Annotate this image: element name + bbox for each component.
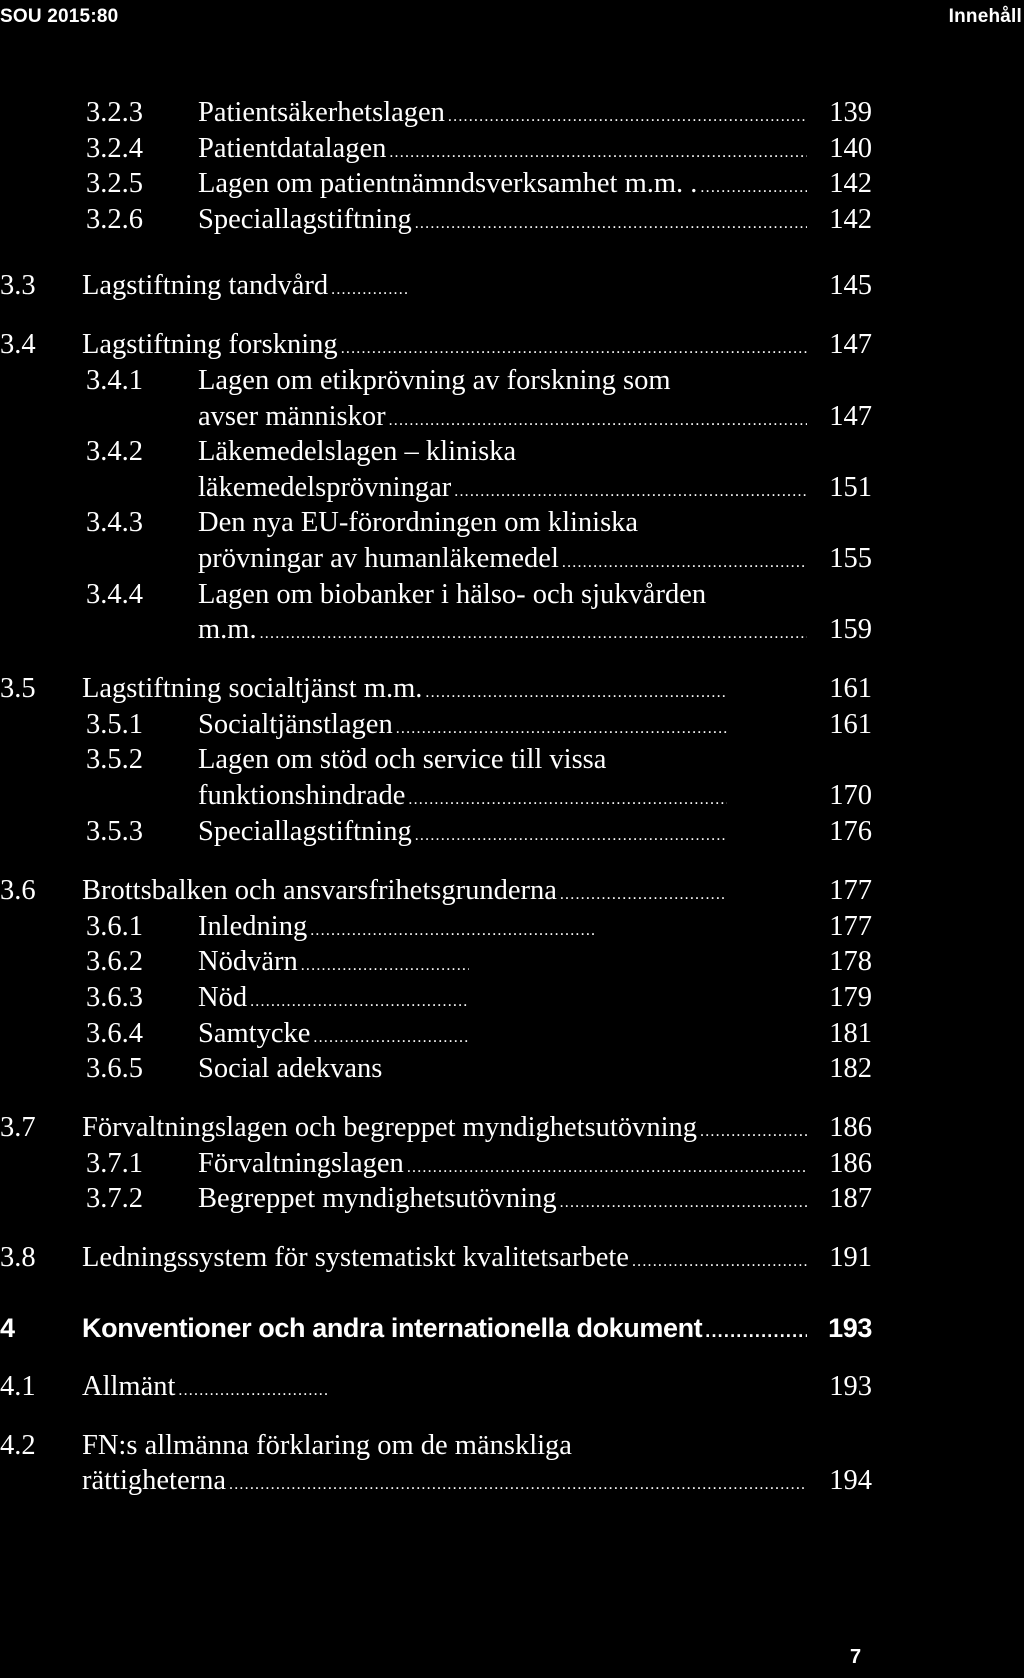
toc-entry-number: 3.6.5	[86, 1053, 143, 1084]
toc-entry-title: Speciallagstiftning	[198, 816, 412, 847]
toc-entry-page: 177	[829, 911, 872, 942]
toc-entry[interactable]	[0, 1108, 872, 1148]
toc-entry-number: 3.2.5	[86, 168, 143, 199]
toc-entry-page: 194	[829, 1465, 872, 1496]
toc-entry-title: Socialtjänstlagen	[198, 709, 393, 740]
toc-entry[interactable]	[0, 776, 872, 816]
toc-dot-leader	[331, 270, 409, 310]
toc-dot-leader	[415, 204, 807, 244]
toc-entry[interactable]	[0, 325, 872, 365]
toc-entry-title: Begreppet myndighetsutövning	[198, 1183, 557, 1214]
toc-entry-number: 3.8	[0, 1242, 36, 1273]
toc-dot-leader	[229, 1465, 807, 1505]
toc-entry-page: 178	[829, 946, 872, 977]
toc-entry[interactable]	[0, 669, 872, 709]
toc-entry-title: avser människor	[198, 401, 386, 432]
toc-entry-number: 3.6.1	[86, 911, 143, 942]
toc-entry[interactable]	[0, 266, 872, 306]
toc-entry-page: 161	[829, 709, 872, 740]
toc-entry[interactable]	[0, 1049, 872, 1089]
toc-entry-number: 3.5.2	[86, 744, 143, 775]
toc-entry-title: Patientdatalagen	[198, 133, 387, 164]
toc-entry-page: 170	[829, 780, 872, 811]
toc-entry-title: Den nya EU-förordningen om kliniska	[198, 507, 639, 538]
running-header-document-id: SOU 2015:80	[0, 6, 119, 27]
toc-entry[interactable]	[0, 1367, 872, 1407]
toc-entry-page: 151	[829, 472, 872, 503]
toc-entry-number: 3.4.4	[86, 579, 143, 610]
toc-entry-title: Förvaltningslagen	[198, 1148, 404, 1179]
toc-entry[interactable]	[0, 129, 872, 169]
toc-entry-title: Allmänt	[82, 1371, 176, 1402]
toc-entry-page: 145	[829, 270, 872, 301]
toc-entry-page: 191	[829, 1242, 872, 1273]
toc-entry[interactable]	[0, 942, 872, 982]
toc-entry[interactable]	[0, 1144, 872, 1184]
toc-entry-title: Ledningssystem för systematiskt kvalitetsarbete	[82, 1242, 629, 1273]
toc-entry-page: 181	[829, 1018, 872, 1049]
toc-entry-page: 186	[829, 1148, 872, 1179]
toc-entry[interactable]	[0, 705, 872, 745]
toc-entry[interactable]	[0, 93, 872, 133]
toc-entry-page: 177	[829, 875, 872, 906]
toc-entry-title: Nödvärn	[198, 946, 298, 977]
toc-entry-number: 3.4.1	[86, 365, 143, 396]
toc-dot-leader	[178, 1371, 327, 1411]
toc-entry-number: 4.1	[0, 1371, 36, 1402]
toc-entry-page: 139	[829, 97, 872, 128]
toc-entry[interactable]	[0, 432, 872, 472]
toc-entry-title: Patientsäkerhetslagen	[198, 97, 445, 128]
toc-entry-title: Lagen om biobanker i hälso- och sjukvården	[198, 579, 707, 610]
toc-entry[interactable]	[0, 539, 872, 579]
toc-entry[interactable]	[0, 1238, 872, 1278]
toc-entry[interactable]	[0, 468, 872, 508]
toc-entry-page: 193	[828, 1313, 872, 1343]
toc-entry-number: 3.5.1	[86, 709, 143, 740]
toc-entry[interactable]	[0, 610, 872, 650]
toc-entry-title: Lagen om patientnämndsverksamhet m.m. .	[198, 168, 698, 199]
toc-entry-title: Lagstiftning tandvård	[82, 270, 329, 301]
toc-entry-page: 161	[829, 673, 872, 704]
toc-entry-page: 179	[829, 982, 872, 1013]
toc-entry-number: 3.4	[0, 329, 36, 360]
toc-entry[interactable]	[0, 812, 872, 852]
toc-entry-number: 3.6.3	[86, 982, 143, 1013]
toc-chapter-entry[interactable]	[0, 1308, 872, 1348]
toc-entry[interactable]	[0, 907, 872, 947]
toc-entry-number: 3.4.2	[86, 436, 143, 467]
toc-entry-title: Läkemedelslagen – kliniska	[198, 436, 517, 467]
toc-entry-number: 3.3	[0, 270, 36, 301]
toc-entry[interactable]	[0, 361, 872, 401]
toc-dot-leader	[260, 614, 807, 654]
toc-entry-title: Lagstiftning forskning	[82, 329, 338, 360]
toc-entry-title: FN:s allmänna förklaring om de mänskliga	[82, 1430, 572, 1461]
toc-entry[interactable]	[0, 871, 872, 911]
toc-entry-title: Social adekvans	[198, 1053, 383, 1084]
toc-entry[interactable]	[0, 978, 872, 1018]
toc-entry-page: 155	[829, 543, 872, 574]
toc-entry-number: 3.2.3	[86, 97, 143, 128]
toc-entry-page: 142	[829, 204, 872, 235]
toc-entry-number: 3.6	[0, 875, 36, 906]
toc-dot-leader	[632, 1242, 807, 1282]
toc-entry-number: 3.6.2	[86, 946, 143, 977]
toc-entry-page: 140	[829, 133, 872, 164]
toc-entry[interactable]	[0, 575, 872, 615]
toc-entry[interactable]	[0, 397, 872, 437]
toc-entry-title: funktionshindrade	[198, 780, 406, 811]
toc-entry-title: Nöd	[198, 982, 248, 1013]
toc-entry-number: 4	[0, 1313, 15, 1343]
toc-entry-number: 4.2	[0, 1430, 36, 1461]
toc-entry-title: läkemedelsprövningar	[198, 472, 452, 503]
toc-entry-number: 3.5.3	[86, 816, 143, 847]
toc-entry[interactable]	[0, 1461, 872, 1501]
page-number: 7	[850, 1646, 862, 1668]
toc-entry-number: 3.7.1	[86, 1148, 143, 1179]
toc-entry-number: 3.6.4	[86, 1018, 143, 1049]
toc-entry[interactable]	[0, 164, 872, 204]
toc-entry-title: m.m.	[198, 614, 257, 645]
toc-entry[interactable]	[0, 1014, 872, 1054]
toc-entry-title: prövningar av humanläkemedel	[198, 543, 559, 574]
toc-entry[interactable]	[0, 503, 872, 543]
toc-entry-page: 186	[829, 1112, 872, 1143]
toc-entry-page: 142	[829, 168, 872, 199]
toc-entry-title: Konventioner och andra internationella dokument	[82, 1313, 703, 1343]
toc-entry-title: Lagen om etikprövning av forskning som	[198, 365, 671, 396]
toc-entry-page: 182	[829, 1053, 872, 1084]
toc-entry-title: Lagen om stöd och service till vissa	[198, 744, 607, 775]
toc-entry-title: Brottsbalken och ansvarsfrihetsgrunderna	[82, 875, 557, 906]
toc-entry-number: 3.2.4	[86, 133, 143, 164]
toc-entry-title: Lagstiftning socialtjänst m.m.	[82, 673, 423, 704]
toc-entry-page: 176	[829, 816, 872, 847]
toc-entry-number: 3.2.6	[86, 204, 143, 235]
running-header-section: Innehåll	[948, 6, 1022, 27]
toc-entry-page: 147	[829, 401, 872, 432]
toc-entry-title: Samtycke	[198, 1018, 311, 1049]
toc-entry-number: 3.5	[0, 673, 36, 704]
toc-entry[interactable]	[0, 200, 872, 240]
toc-entry-number: 3.4.3	[86, 507, 143, 538]
toc-entry[interactable]	[0, 740, 872, 780]
toc-dot-leader	[705, 1311, 807, 1351]
toc-entry-title: Förvaltningslagen och begreppet myndighetsutövning	[82, 1112, 698, 1143]
toc-entry-page: 147	[829, 329, 872, 360]
toc-entry-title: rättigheterna	[82, 1465, 227, 1496]
toc-entry-page: 193	[829, 1371, 872, 1402]
toc-entry-number: 3.7	[0, 1112, 36, 1143]
toc-entry-page: 159	[829, 614, 872, 645]
toc-dot-leader	[560, 1183, 807, 1223]
toc-entry-number: 3.7.2	[86, 1183, 143, 1214]
toc-entry-title: Inledning	[198, 911, 308, 942]
toc-entry[interactable]	[0, 1179, 872, 1219]
toc-entry-page: 187	[829, 1183, 872, 1214]
toc-entry[interactable]	[0, 1426, 872, 1466]
toc-dot-leader	[415, 816, 727, 856]
toc-entry-title: Speciallagstiftning	[198, 204, 412, 235]
